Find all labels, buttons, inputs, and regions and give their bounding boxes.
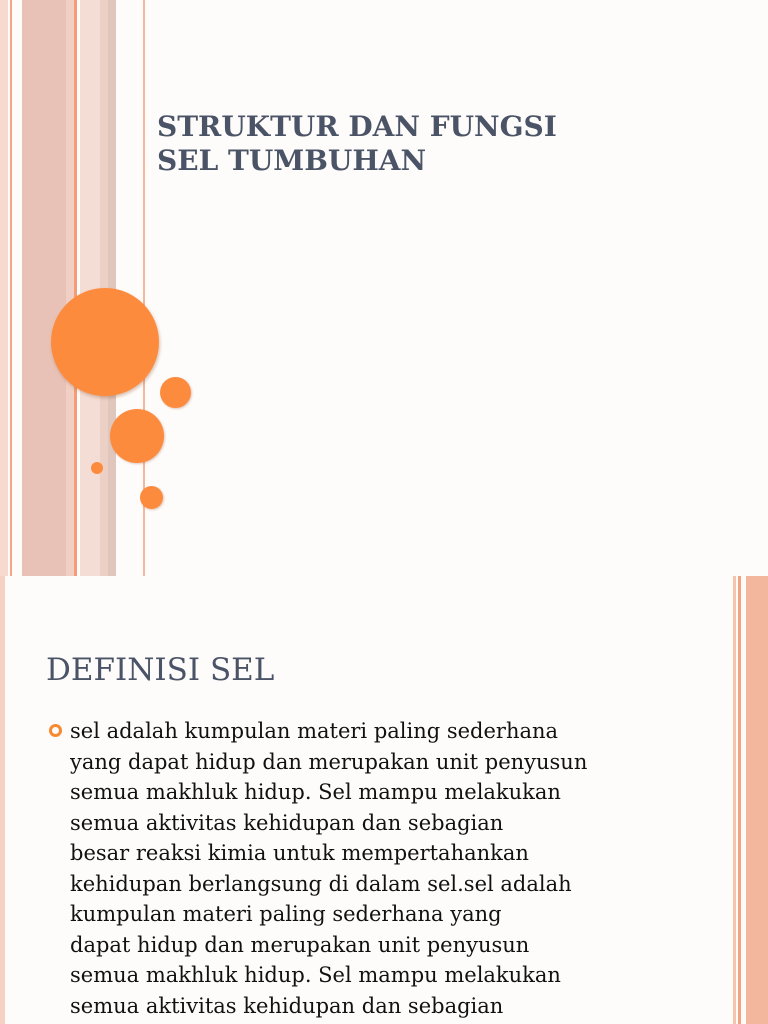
bullet-line: semua aktivitas kehidupan dan sebagian — [70, 993, 504, 1018]
decorative-stripe — [738, 576, 741, 1024]
definition-slide — [0, 576, 768, 1024]
bullet-circle-icon — [49, 724, 62, 737]
bullet-line: kumpulan materi paling sederhana yang — [70, 902, 502, 926]
slide-title — [157, 110, 717, 178]
decorative-stripe — [733, 576, 736, 1024]
bullet-line: kehidupan berlangsung di dalam sel.sel adalah — [70, 871, 572, 896]
decorative-stripe — [74, 0, 77, 576]
decorative-stripe — [22, 0, 66, 576]
decorative-circle — [110, 409, 164, 463]
bullet-line: dapat hidup dan merupakan unit penyusun — [70, 932, 530, 957]
slide-title-line: STRUKTUR DAN FUNGSI — [157, 110, 557, 143]
decorative-stripe — [0, 0, 8, 576]
decorative-circle — [91, 462, 103, 474]
bullet-text — [70, 716, 686, 1021]
bullet-item — [46, 716, 686, 1021]
decorative-circle — [160, 377, 191, 408]
bullet-line: semua makhluk hidup. Sel mampu melakukan — [70, 963, 561, 987]
bullet-line: semua makhluk hidup. Sel mampu melakukan — [70, 780, 561, 804]
section-title: DEFINISI SEL — [46, 652, 275, 688]
slide-title-line: SEL TUMBUHAN — [157, 144, 427, 177]
decorative-stripe — [10, 0, 12, 576]
decorative-circle — [51, 288, 159, 396]
decorative-stripe — [66, 0, 74, 576]
decorative-circle — [140, 486, 163, 509]
bullet-line: sel adalah kumpulan materi paling sederhana — [70, 719, 559, 743]
bullet-line: yang dapat hidup dan merupakan unit penyusun — [70, 749, 588, 774]
bullet-line: semua aktivitas kehidupan dan sebagian — [70, 810, 504, 835]
decorative-stripe — [746, 576, 768, 1024]
bullet-line: besar reaksi kimia untuk mempertahankan — [70, 841, 529, 865]
decorative-stripe — [0, 576, 5, 1024]
